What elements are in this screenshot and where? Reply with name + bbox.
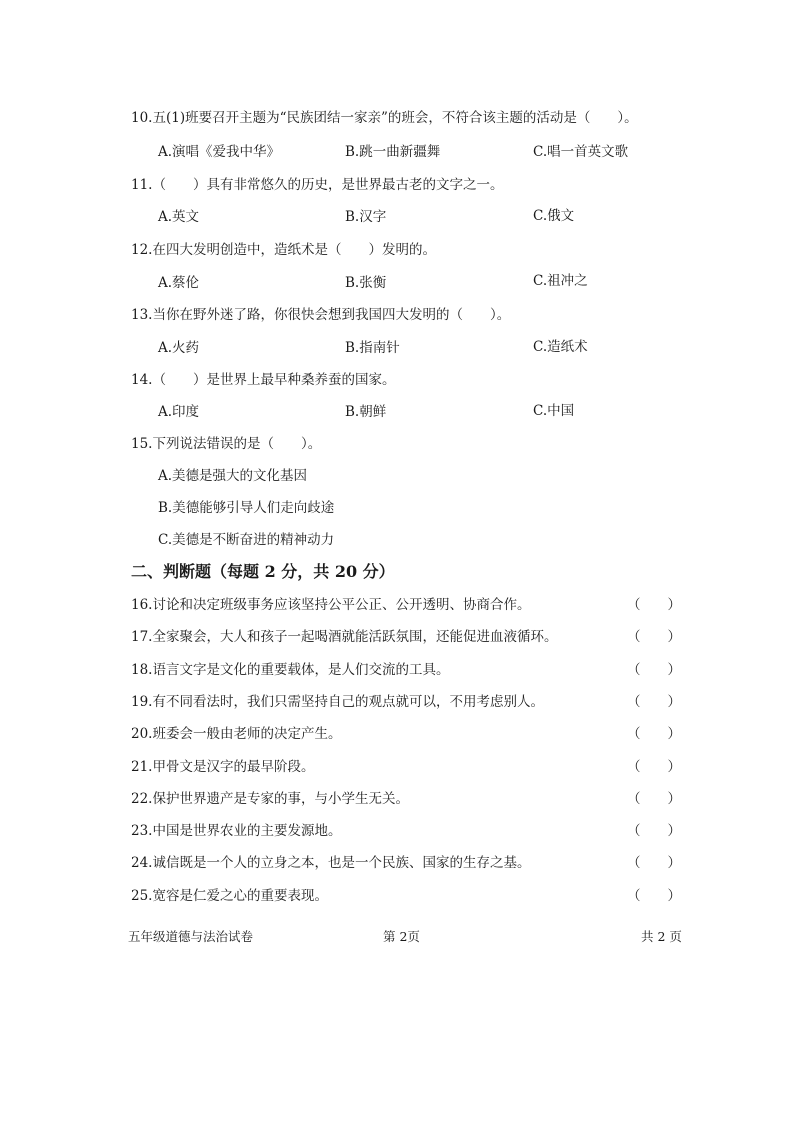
question-13-option-c: C.造纸术 <box>533 339 588 355</box>
judgement-20: 20.班委会一般由老师的决定产生。 <box>131 726 342 742</box>
answer-parentheses-24: （ ） <box>627 855 681 871</box>
footer-page-number: 第 2页 <box>383 929 420 944</box>
question-14-stem: 14.（ ）是世界上最早种桑养蚕的国家。 <box>131 372 396 388</box>
section-heading-judgement: 二、判断题（每题 2 分，共 20 分） <box>131 562 395 581</box>
question-10-option-b: B.跳一曲新疆舞 <box>345 144 441 160</box>
question-11-option-c: C.俄文 <box>533 208 575 224</box>
answer-parentheses-17: （ ） <box>627 629 681 645</box>
judgement-21: 21.甲骨文是汉字的最早阶段。 <box>131 759 315 775</box>
question-13-option-a: A.火药 <box>158 340 200 356</box>
question-11-option-b: B.汉字 <box>345 209 387 225</box>
answer-parentheses-25: （ ） <box>627 888 681 904</box>
question-10-stem: 10.五(1)班要召开主题为“民族团结一家亲”的班会，不符合该主题的活动是（ ）。 <box>131 110 638 126</box>
question-14-option-c: C.中国 <box>533 403 575 419</box>
question-10-option-c: C.唱一首英文歌 <box>533 144 629 160</box>
question-15-option-c: C.美德是不断奋进的精神动力 <box>158 532 335 548</box>
judgement-22: 22.保护世界遗产是专家的事，与小学生无关。 <box>131 791 409 807</box>
judgement-24: 24.诚信既是一个人的立身之本，也是一个民族、国家的生存之基。 <box>131 855 531 871</box>
footer-exam-title: 五年级道德与法治试卷 <box>128 929 254 944</box>
answer-parentheses-19: （ ） <box>627 694 681 710</box>
question-12-option-c: C.祖冲之 <box>533 273 588 289</box>
question-15-stem: 15.下列说法错误的是（ ）。 <box>131 436 322 452</box>
answer-parentheses-16: （ ） <box>627 597 681 613</box>
question-14-option-a: A.印度 <box>158 404 200 420</box>
judgement-17: 17.全家聚会，大人和孩子一起喝酒就能活跃氛围，还能促进血液循环。 <box>131 629 558 645</box>
question-12-option-b: B.张衡 <box>345 275 387 291</box>
judgement-19: 19.有不同看法时，我们只需坚持自己的观点就可以，不用考虑别人。 <box>131 694 544 710</box>
answer-parentheses-18: （ ） <box>627 662 681 678</box>
question-12-stem: 12.在四大发明创造中，造纸术是（ ）发明的。 <box>131 242 436 258</box>
question-14-option-b: B.朝鲜 <box>345 404 387 420</box>
answer-parentheses-23: （ ） <box>627 823 681 839</box>
footer-page-total: 共 2 页 <box>641 929 682 944</box>
answer-parentheses-20: （ ） <box>627 726 681 742</box>
judgement-16: 16.讨论和决定班级事务应该坚持公平公正、公开透明、协商合作。 <box>131 597 531 613</box>
question-15-option-b: B.美德能够引导人们走向歧途 <box>158 500 335 516</box>
judgement-23: 23.中国是世界农业的主要发源地。 <box>131 823 342 839</box>
judgement-18: 18.语言文字是文化的重要载体，是人们交流的工具。 <box>131 662 450 678</box>
answer-parentheses-22: （ ） <box>627 791 681 807</box>
question-13-option-b: B.指南针 <box>345 340 400 356</box>
question-11-option-a: A.英文 <box>158 209 200 225</box>
question-13-stem: 13.当你在野外迷了路，你很快会想到我国四大发明的（ ）。 <box>131 307 511 323</box>
answer-parentheses-21: （ ） <box>627 759 681 775</box>
judgement-25: 25.宽容是仁爱之心的重要表现。 <box>131 888 328 904</box>
question-12-option-a: A.蔡伦 <box>158 275 200 291</box>
question-11-stem: 11.（ ）具有非常悠久的历史，是世界最古老的文字之一。 <box>131 177 504 193</box>
question-10-option-a: A.演唱《爱我中华》 <box>158 144 281 160</box>
question-15-option-a: A.美德是强大的文化基因 <box>158 468 308 484</box>
